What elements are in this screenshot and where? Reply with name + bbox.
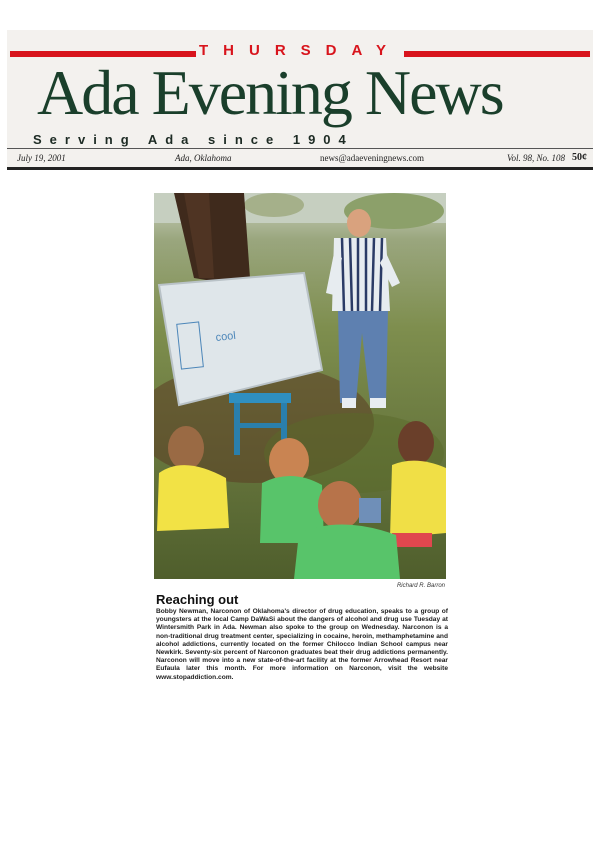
dateline xyxy=(7,151,593,167)
news-photo xyxy=(154,193,446,579)
newspaper-slogan: Serving Ada since 1904 xyxy=(33,132,354,147)
photo-credit: Richard R. Barron xyxy=(396,583,445,589)
masthead xyxy=(7,30,593,170)
issue-price: 50¢ xyxy=(572,152,587,163)
whiteboard-text: cool xyxy=(215,329,237,344)
issue-date: July 19, 2001 xyxy=(17,153,66,163)
dateline-bottom-rule xyxy=(7,167,593,170)
issue-volume: Vol. 98, No. 108 xyxy=(507,153,566,163)
masthead-day: THURSDAY xyxy=(199,42,401,59)
dateline-top-rule xyxy=(7,148,593,149)
newspaper-title: Ada Evening News xyxy=(37,57,503,128)
article-headline: Reaching out xyxy=(156,592,239,607)
issue-city: Ada, Oklahoma xyxy=(175,153,232,163)
article-caption: Bobby Newman, Narconon of Oklahoma's director of drug education, speaks to a group of youngsters at the local Camp DaWaSi about the dangers of alcohol and drug use Tuesday at Wintersmith Park in Ada. Newman also spoke to the group on Wednesday. Narconon is a non-traditional drug treatment center, specializing in cocaine, heroin, methamphetamine and alcohol addictions, currently located on the former Chilocco Indian School campus near Newkirk. Seventy-six percent of Narconon graduates beat their drug addictions permanently. Narconon will move into a new state-of-the-art facility at the former Arrowhead Resort near Eufaula later this month. For more information on Narconon, visit the website www.stopaddiction.com. xyxy=(156,608,448,681)
newspaper-email: news@adaeveningnews.com xyxy=(320,153,425,163)
news-photo-illustration xyxy=(154,193,446,579)
